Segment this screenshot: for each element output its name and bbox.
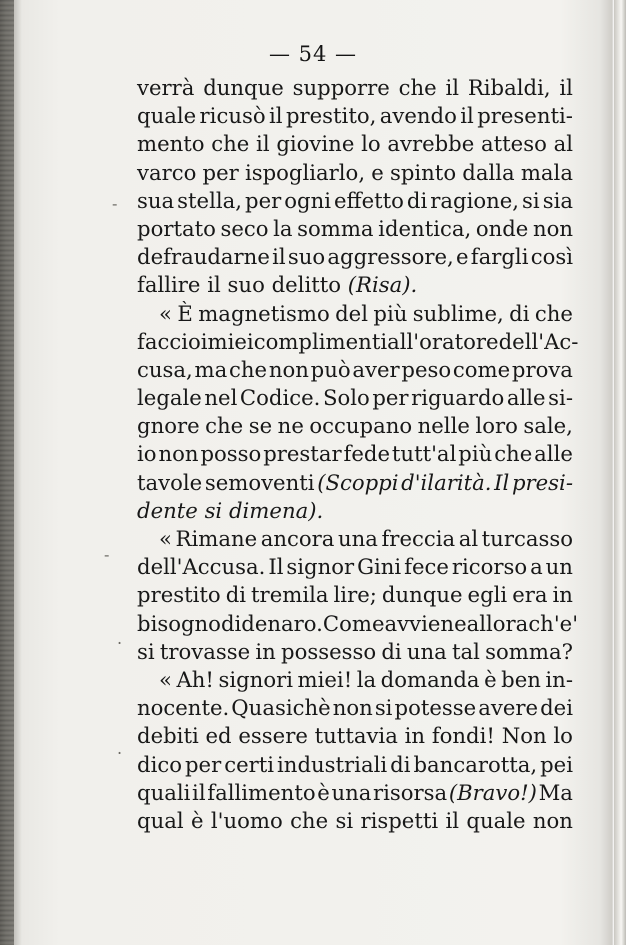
text-line bbox=[137, 553, 573, 581]
word: si bbox=[374, 695, 393, 721]
word: e bbox=[455, 244, 469, 270]
word: aggressore, bbox=[327, 244, 454, 270]
word: ch'e' bbox=[528, 610, 579, 636]
word: signori bbox=[218, 666, 293, 692]
word: legale bbox=[137, 385, 202, 411]
text-line bbox=[137, 751, 573, 779]
word: per bbox=[202, 159, 239, 185]
word: identica, bbox=[378, 215, 472, 241]
word: così bbox=[530, 244, 573, 270]
word: ricorso bbox=[451, 554, 528, 580]
word: certi bbox=[224, 751, 275, 777]
word: mento bbox=[137, 131, 205, 157]
word: per bbox=[245, 187, 282, 213]
word: Il bbox=[268, 554, 284, 580]
word: nelle bbox=[417, 413, 470, 439]
word: Rimane bbox=[175, 526, 258, 551]
word: d'ilarità. bbox=[401, 469, 492, 495]
word: Non bbox=[501, 723, 547, 749]
word: cusa, bbox=[137, 356, 193, 382]
word: defraudarne bbox=[137, 244, 270, 270]
text-line bbox=[137, 384, 573, 412]
word: il bbox=[445, 75, 460, 100]
word: per bbox=[184, 751, 222, 777]
word: È bbox=[177, 300, 193, 326]
word: non bbox=[532, 215, 573, 241]
word: il bbox=[207, 272, 221, 298]
word: di bbox=[220, 610, 242, 636]
word: ne bbox=[277, 413, 304, 439]
word: essere bbox=[238, 723, 308, 749]
word: avrebbe bbox=[387, 131, 475, 157]
word: bancarotta, bbox=[413, 751, 538, 777]
text-line bbox=[137, 102, 573, 130]
word: sublime, bbox=[412, 300, 504, 326]
word: sia bbox=[542, 187, 573, 213]
word: Ma bbox=[538, 779, 573, 805]
word: quale bbox=[137, 103, 197, 129]
word: avviene bbox=[384, 610, 467, 636]
word: io bbox=[137, 441, 157, 467]
word: i bbox=[200, 328, 208, 354]
word: non bbox=[532, 807, 573, 833]
word: debiti bbox=[137, 723, 199, 749]
word: è bbox=[190, 807, 204, 833]
word: fallimento bbox=[207, 779, 316, 805]
word: fece bbox=[404, 554, 449, 580]
word: portato bbox=[137, 215, 216, 241]
text-line bbox=[137, 440, 573, 468]
margin-mark: - bbox=[104, 545, 110, 564]
word: in bbox=[404, 723, 426, 749]
word: che bbox=[211, 131, 250, 157]
word: all'oratore bbox=[387, 328, 499, 354]
word: quale bbox=[466, 807, 526, 833]
word: che bbox=[229, 356, 268, 382]
word: bisogno bbox=[137, 610, 221, 636]
word: è bbox=[484, 666, 497, 692]
word: dell'Accusa. bbox=[137, 554, 266, 580]
text-line bbox=[137, 694, 573, 722]
word: è bbox=[317, 779, 330, 805]
word: si- bbox=[548, 385, 573, 411]
word: la bbox=[356, 666, 377, 692]
word: non bbox=[158, 441, 199, 467]
text-line bbox=[137, 187, 573, 215]
word: magnetismo bbox=[198, 300, 330, 326]
word: peso bbox=[401, 356, 452, 382]
word: quali bbox=[137, 779, 191, 805]
body-text bbox=[137, 74, 579, 835]
margin-mark: . bbox=[117, 739, 123, 758]
word: che bbox=[494, 441, 533, 467]
word: dimena). bbox=[228, 497, 324, 523]
word: se bbox=[248, 413, 273, 439]
word: Come bbox=[322, 610, 385, 636]
word: lire; bbox=[333, 582, 377, 608]
word: l'uomo bbox=[210, 807, 283, 833]
word: onde bbox=[475, 215, 529, 241]
word: lo bbox=[553, 723, 573, 749]
word: Ribaldi, bbox=[467, 75, 551, 100]
word: tal bbox=[452, 638, 480, 664]
text-line bbox=[137, 74, 573, 102]
word: prestito bbox=[137, 582, 221, 608]
word: di bbox=[406, 187, 428, 213]
word: presi- bbox=[511, 469, 573, 495]
word: occupano bbox=[309, 413, 413, 439]
word: ancora bbox=[260, 526, 335, 551]
word: lo bbox=[361, 131, 381, 157]
word: che bbox=[534, 300, 573, 326]
word: si bbox=[335, 807, 354, 833]
word: alle bbox=[506, 385, 546, 411]
word: somma? bbox=[485, 638, 573, 664]
word: fallire bbox=[137, 272, 201, 298]
word: domanda bbox=[380, 666, 480, 692]
word: signor bbox=[286, 554, 355, 580]
word: il bbox=[192, 779, 206, 805]
word: di bbox=[225, 582, 247, 608]
word: fondi! bbox=[431, 723, 495, 749]
word: aver bbox=[352, 356, 400, 382]
word: dunque bbox=[381, 582, 463, 608]
word: dalla bbox=[462, 159, 515, 185]
word: riguardo bbox=[411, 385, 505, 411]
word: fede bbox=[343, 441, 390, 467]
word: atteso bbox=[481, 131, 547, 157]
word: posso bbox=[200, 441, 262, 467]
word: più bbox=[373, 300, 408, 326]
word: dico bbox=[137, 751, 182, 777]
word: nocente. bbox=[137, 695, 230, 721]
word: il bbox=[268, 103, 283, 129]
word: varco bbox=[137, 159, 197, 185]
word: una bbox=[331, 779, 372, 805]
word: sale, bbox=[523, 413, 573, 439]
word: (Risa). bbox=[347, 272, 418, 298]
word: avere bbox=[478, 695, 539, 721]
word: si bbox=[204, 497, 223, 523]
word: ricusò bbox=[199, 103, 266, 129]
word: seco bbox=[220, 215, 269, 241]
page-number: — 54 — bbox=[268, 42, 358, 66]
word: gnore bbox=[137, 413, 200, 439]
text-line bbox=[137, 666, 573, 694]
word: turcasso bbox=[481, 526, 573, 551]
text-line bbox=[137, 130, 573, 158]
word: Solo bbox=[322, 385, 370, 411]
word: tuttavia bbox=[314, 723, 398, 749]
text-line bbox=[137, 610, 579, 638]
word: giovine bbox=[276, 131, 355, 157]
word: miei! bbox=[297, 666, 353, 692]
word: mala bbox=[520, 159, 573, 185]
word: può bbox=[310, 356, 351, 382]
word: avendo bbox=[379, 103, 457, 129]
word: ben bbox=[501, 666, 541, 692]
text-line bbox=[137, 215, 573, 243]
word: verrà bbox=[137, 75, 195, 100]
word: una bbox=[337, 526, 378, 551]
word: freccia bbox=[381, 526, 456, 551]
word: ma bbox=[194, 356, 228, 382]
text-line bbox=[137, 243, 573, 271]
word: dell'Ac- bbox=[498, 328, 579, 354]
word: qual bbox=[137, 807, 184, 833]
word: prestito, bbox=[285, 103, 377, 129]
text-line bbox=[137, 328, 579, 356]
margin-mark: - bbox=[112, 194, 118, 213]
word: di bbox=[390, 751, 411, 777]
word: sua bbox=[137, 187, 175, 213]
word: Codice. bbox=[239, 385, 321, 411]
word: a bbox=[530, 554, 543, 580]
word: non bbox=[332, 695, 373, 721]
word: Quasichè bbox=[231, 695, 331, 721]
text-line bbox=[137, 807, 573, 835]
text-line bbox=[137, 469, 573, 497]
word: miei bbox=[207, 328, 254, 354]
word: stella, bbox=[177, 187, 243, 213]
word: « bbox=[159, 300, 172, 326]
word: Il bbox=[494, 469, 510, 495]
word: in bbox=[255, 638, 276, 664]
word: somma bbox=[297, 215, 374, 241]
word: in- bbox=[545, 666, 573, 692]
word: il bbox=[445, 807, 460, 833]
word: complimenti bbox=[253, 328, 388, 354]
word: il bbox=[256, 131, 270, 157]
word: fargli bbox=[470, 244, 529, 270]
word: che bbox=[205, 413, 244, 439]
word: prova bbox=[511, 356, 573, 382]
word: non bbox=[268, 356, 309, 382]
word: si bbox=[137, 638, 155, 664]
word: era bbox=[512, 582, 548, 608]
word: si bbox=[522, 187, 540, 213]
text-line bbox=[137, 300, 573, 328]
text-line bbox=[137, 581, 573, 609]
word: loro bbox=[475, 413, 518, 439]
word: tremila bbox=[251, 582, 329, 608]
text-line bbox=[137, 271, 573, 299]
word: al bbox=[553, 131, 573, 157]
word: di bbox=[509, 300, 530, 326]
text-line bbox=[137, 525, 573, 553]
word: ispogliarlo, bbox=[244, 159, 366, 185]
text-line bbox=[137, 412, 573, 440]
word: tutt'al bbox=[391, 441, 457, 467]
word: suo bbox=[227, 272, 265, 298]
word: denaro. bbox=[241, 610, 323, 636]
word: di bbox=[381, 638, 402, 664]
word: e bbox=[371, 159, 384, 185]
word: più bbox=[458, 441, 493, 467]
word: il bbox=[272, 244, 286, 270]
word: in bbox=[552, 582, 573, 608]
book-spine-shadow bbox=[0, 0, 14, 945]
word: alle bbox=[534, 441, 573, 467]
word: al bbox=[458, 526, 479, 551]
text-line bbox=[137, 779, 573, 807]
word: nel bbox=[204, 385, 238, 411]
word: « bbox=[159, 666, 172, 692]
word: un bbox=[545, 554, 573, 580]
word: Ah! bbox=[176, 666, 214, 692]
word: potesse bbox=[394, 695, 477, 721]
word: (Bravo!) bbox=[448, 779, 537, 805]
word: che bbox=[398, 75, 437, 100]
word: risorsa bbox=[373, 779, 448, 805]
word: semoventi bbox=[204, 469, 315, 495]
word: delitto bbox=[271, 272, 342, 298]
word: che bbox=[290, 807, 329, 833]
word: dei bbox=[540, 695, 573, 721]
word: ogni bbox=[284, 187, 331, 213]
word: prestar bbox=[263, 441, 342, 467]
word: suo bbox=[287, 244, 326, 270]
word: spinto bbox=[389, 159, 457, 185]
word: possesso bbox=[281, 638, 377, 664]
word: ed bbox=[205, 723, 232, 749]
word: tavole bbox=[137, 469, 203, 495]
word: il bbox=[559, 75, 573, 100]
word: come bbox=[452, 356, 511, 382]
word: la bbox=[273, 215, 293, 241]
text-line bbox=[137, 638, 573, 666]
word: (Scoppi bbox=[317, 469, 399, 495]
word: presenti- bbox=[477, 103, 573, 129]
word: industriali bbox=[277, 751, 388, 777]
word: « bbox=[159, 526, 172, 551]
word: pei bbox=[540, 751, 573, 777]
word: egli bbox=[467, 582, 508, 608]
word: dunque bbox=[203, 75, 284, 100]
word: ragione, bbox=[430, 187, 520, 213]
text-line bbox=[137, 356, 573, 384]
page-edge bbox=[614, 0, 626, 945]
word: trovasse bbox=[159, 638, 251, 664]
text-line bbox=[137, 497, 573, 525]
word: per bbox=[372, 385, 409, 411]
word: il bbox=[460, 103, 474, 129]
text-line bbox=[137, 159, 573, 187]
text-line bbox=[137, 722, 573, 750]
word: faccio bbox=[137, 328, 201, 354]
word: Gini bbox=[357, 554, 402, 580]
margin-mark: . bbox=[117, 629, 123, 648]
word: allora bbox=[466, 610, 529, 636]
word: dente bbox=[137, 497, 198, 523]
word: rispetti bbox=[360, 807, 439, 833]
word: effetto bbox=[334, 187, 404, 213]
word: del bbox=[335, 300, 368, 326]
word: supporre bbox=[292, 75, 390, 100]
word: una bbox=[406, 638, 447, 664]
